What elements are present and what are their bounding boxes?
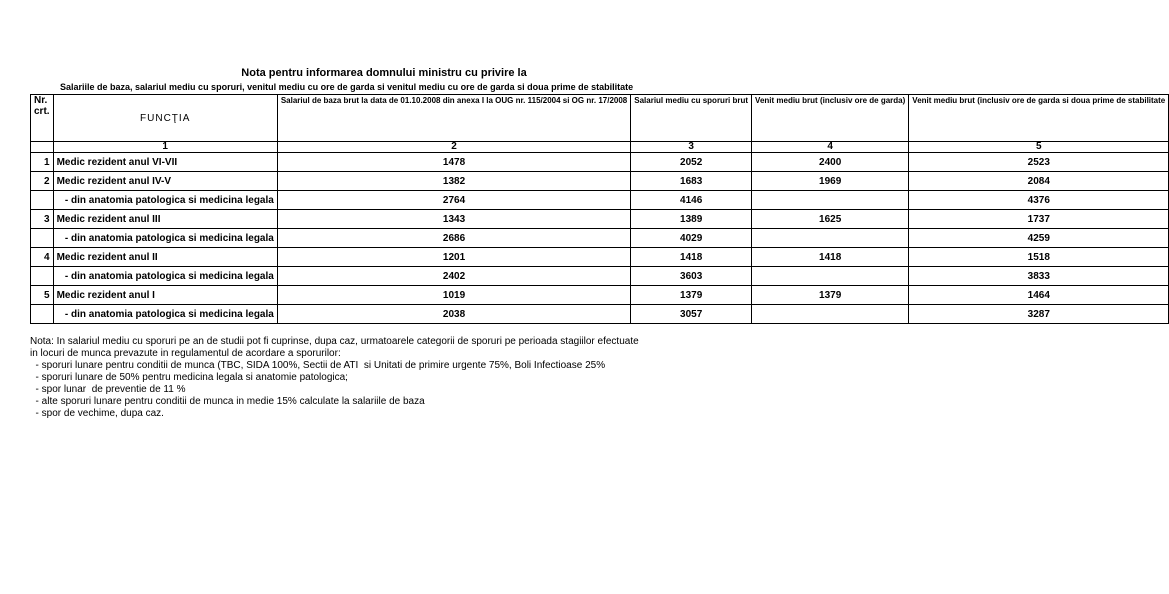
row-income-guard: [752, 267, 909, 286]
column-number: 2: [277, 142, 630, 153]
header-col5: Venit mediu brut (inclusiv ore de garda si doua prime de stabilitate: [909, 95, 1169, 142]
row-income-guard: [752, 191, 909, 210]
column-number: 4: [752, 142, 909, 153]
row-income-guard-bonus: 3833: [909, 267, 1169, 286]
footnote-line: - spor de vechime, dupa caz.: [30, 408, 164, 419]
footnote-line: - alte sporuri lunare pentru conditii de munca in medie 15% calculate la salariile de baza: [30, 396, 425, 407]
row-functia: - din anatomia patologica si medicina legala: [53, 305, 277, 324]
table-row: [31, 229, 1169, 248]
table-row: [31, 191, 1169, 210]
table-row: [31, 267, 1169, 286]
row-functia: - din anatomia patologica si medicina legala: [53, 229, 277, 248]
table-row: [31, 153, 1169, 172]
row-income-guard-bonus: 1464: [909, 286, 1169, 305]
document-title: Nota pentru informarea domnului ministru cu privire la: [241, 67, 527, 79]
header-col4: Venit mediu brut (inclusiv ore de garda): [752, 95, 909, 142]
column-number: 5: [909, 142, 1169, 153]
document-subtitle: Salariile de baza, salariul mediu cu sporuri, venitul mediu cu ore de garda si venitul mediu cu ore de garda si doua prime de stabilitate: [60, 82, 634, 92]
row-functia: - din anatomia patologica si medicina legala: [53, 191, 277, 210]
row-avg-salary: 1683: [631, 172, 752, 191]
row-functia: Medic rezident anul II: [53, 248, 277, 267]
footnote: [30, 336, 639, 420]
row-income-guard: 1969: [752, 172, 909, 191]
row-income-guard: 1379: [752, 286, 909, 305]
row-base-salary: 1343: [277, 210, 630, 229]
row-avg-salary: 4146: [631, 191, 752, 210]
footnote-line: - sporuri lunare pentru conditii de munca (TBC, SIDA 100%, Sectii de ATI si Unitati de primire urgente 75%, Boli Infectioase 25%: [30, 360, 606, 371]
row-base-salary: 2764: [277, 191, 630, 210]
table-row: [31, 248, 1169, 267]
row-functia: Medic rezident anul VI-VII: [53, 153, 277, 172]
footnote-line: - spor lunar de preventie de 11 %: [30, 384, 186, 395]
row-income-guard-bonus: 1518: [909, 248, 1169, 267]
row-base-salary: 1382: [277, 172, 630, 191]
row-income-guard-bonus: 2523: [909, 153, 1169, 172]
footnote-line: in locuri de munca prevazute in regulamentul de acordare a sporurilor:: [30, 348, 341, 359]
row-base-salary: 1201: [277, 248, 630, 267]
row-avg-salary: 4029: [631, 229, 752, 248]
table-row: [31, 210, 1169, 229]
row-avg-salary: 3057: [631, 305, 752, 324]
row-number: [31, 305, 54, 324]
column-number-row: [31, 142, 1169, 153]
row-income-guard: 1625: [752, 210, 909, 229]
row-functia: Medic rezident anul III: [53, 210, 277, 229]
row-functia: Medic rezident anul IV-V: [53, 172, 277, 191]
footnote-line: - sporuri lunare de 50% pentru medicina legala si anatomie patologica;: [30, 372, 348, 383]
row-income-guard-bonus: 3287: [909, 305, 1169, 324]
row-number: 4: [31, 248, 54, 267]
row-income-guard: [752, 305, 909, 324]
row-base-salary: 2686: [277, 229, 630, 248]
row-base-salary: 2038: [277, 305, 630, 324]
salary-table: [30, 94, 1169, 324]
row-base-salary: 1478: [277, 153, 630, 172]
row-number: [31, 229, 54, 248]
row-income-guard: [752, 229, 909, 248]
row-base-salary: 1019: [277, 286, 630, 305]
row-avg-salary: 2052: [631, 153, 752, 172]
table-row: [31, 305, 1169, 324]
row-income-guard: 2400: [752, 153, 909, 172]
row-income-guard-bonus: 1737: [909, 210, 1169, 229]
footnote-line: Nota: In salariul mediu cu sporuri pe an de studii pot fi cuprinse, dupa caz, urmatoarele categorii de sporuri pe perioada stagiilor efectuate: [30, 336, 639, 347]
column-number-empty: [31, 142, 54, 153]
row-income-guard-bonus: 4376: [909, 191, 1169, 210]
row-number: 3: [31, 210, 54, 229]
header-col2: Salariul de baza brut la data de 01.10.2008 din anexa I la OUG nr. 115/2004 si OG nr. 17/2008: [277, 95, 630, 142]
row-number: 1: [31, 153, 54, 172]
header-col3: Salariul mediu cu sporuri brut: [631, 95, 752, 142]
row-number: [31, 191, 54, 210]
row-number: 2: [31, 172, 54, 191]
header-functia: FUNCŢIA: [53, 95, 277, 142]
row-number: 5: [31, 286, 54, 305]
table-header-row: [31, 95, 1169, 142]
table-row: [31, 172, 1169, 191]
row-avg-salary: 1418: [631, 248, 752, 267]
row-number: [31, 267, 54, 286]
column-number: 1: [53, 142, 277, 153]
column-number: 3: [631, 142, 752, 153]
table-row: [31, 286, 1169, 305]
row-functia: - din anatomia patologica si medicina legala: [53, 267, 277, 286]
row-income-guard-bonus: 2084: [909, 172, 1169, 191]
row-functia: Medic rezident anul I: [53, 286, 277, 305]
row-avg-salary: 3603: [631, 267, 752, 286]
row-income-guard: 1418: [752, 248, 909, 267]
row-base-salary: 2402: [277, 267, 630, 286]
row-income-guard-bonus: 4259: [909, 229, 1169, 248]
row-avg-salary: 1389: [631, 210, 752, 229]
header-nr: Nr. crt.: [31, 95, 54, 142]
row-avg-salary: 1379: [631, 286, 752, 305]
